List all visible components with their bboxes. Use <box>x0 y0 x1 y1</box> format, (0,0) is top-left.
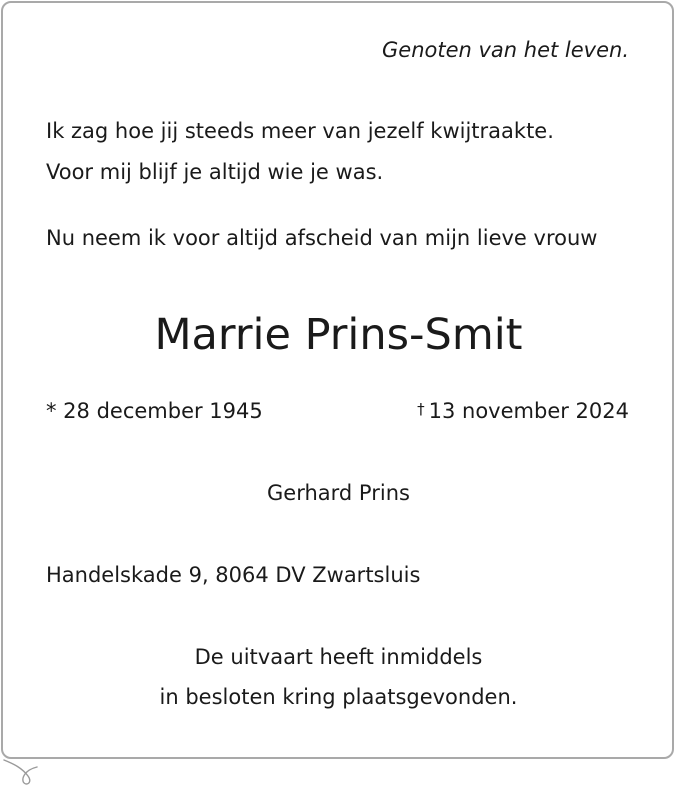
mourner-name: Gerhard Prins <box>267 481 410 505</box>
poem-line-2: Voor mij blijf je altijd wie je was. <box>46 160 384 184</box>
funeral-notice-line-1: De uitvaart heeft inmiddels <box>194 645 483 669</box>
deceased-name: Marrie Prins-Smit <box>154 310 523 360</box>
cross-icon: † <box>417 400 425 418</box>
address: Handelskade 9, 8064 DV Zwartsluis <box>46 563 421 587</box>
birth-date: * 28 december 1945 <box>46 399 263 423</box>
farewell-text: Nu neem ik voor altijd afscheid van mijn lieve vrouw <box>46 226 598 250</box>
motto: Genoten van het leven. <box>382 38 629 62</box>
poem-line-1: Ik zag hoe jij steeds meer van jezelf kwijtraakte. <box>46 119 554 143</box>
death-date-line <box>417 401 629 422</box>
funeral-notice-line-2: in besloten kring plaatsgevonden. <box>159 685 518 709</box>
corner-curl-icon <box>0 754 40 786</box>
death-date: 13 november 2024 <box>428 399 629 423</box>
